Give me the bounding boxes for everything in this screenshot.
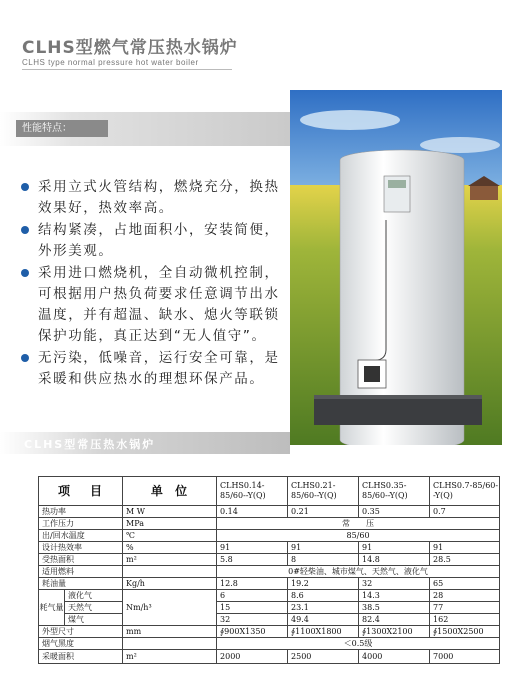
row-unit: m²: [123, 650, 217, 664]
boiler-photo: [290, 90, 502, 445]
cell: 28.5: [430, 554, 500, 566]
feature-item: [20, 348, 288, 390]
cell: 14.8: [359, 554, 430, 566]
cell: ∮1300X2100: [359, 626, 430, 638]
cell: 12.8: [217, 578, 288, 590]
row-label: 煤气: [65, 614, 123, 626]
header-model: CLHS0.21-85/60--Y(Q): [288, 477, 359, 506]
row-label: 天然气: [65, 602, 123, 614]
bullet-dot-icon: [21, 354, 29, 362]
table-header-row: [39, 477, 500, 506]
bullet-dot-icon: [21, 183, 29, 191]
cell: 82.4: [359, 614, 430, 626]
row-unit: MPa: [123, 518, 217, 530]
row-unit: [123, 566, 217, 578]
boiler-photo-image: [290, 90, 502, 445]
table-row: [39, 626, 500, 638]
table-row: [39, 590, 500, 602]
table-row: [39, 554, 500, 566]
feature-text: 结构紧凑，占地面积小，安装简便，外形美观。: [38, 222, 280, 259]
row-unit: M W: [123, 506, 217, 518]
page-subtitle: CLHS type normal pressure hot water boiler: [22, 58, 199, 67]
span-cell: ＜0.5级: [217, 638, 500, 650]
row-label: 外型尺寸: [39, 626, 123, 638]
cell: 91: [359, 542, 430, 554]
row-label: 耗油量: [39, 578, 123, 590]
subtitle-rule: [22, 69, 232, 70]
table-row: [39, 506, 500, 518]
table-row: [39, 614, 500, 626]
cell: 2000: [217, 650, 288, 664]
cell: 49.4: [288, 614, 359, 626]
bullet-dot-icon: [21, 269, 29, 277]
cell: 8.6: [288, 590, 359, 602]
cell: ∮1100X1800: [288, 626, 359, 638]
cell: 19.2: [288, 578, 359, 590]
header-model: CLHS0.14-85/60--Y(Q): [217, 477, 288, 506]
row-unit: [123, 638, 217, 650]
cell: 15: [217, 602, 288, 614]
header-unit: 单 位: [123, 477, 217, 506]
table-row: [39, 638, 500, 650]
span-cell: 常 压: [217, 518, 500, 530]
feature-item: [20, 263, 288, 347]
table-row: [39, 566, 500, 578]
cell: 5.8: [217, 554, 288, 566]
span-cell: 85/60: [217, 530, 500, 542]
cell: 32: [217, 614, 288, 626]
row-label: 受热面积: [39, 554, 123, 566]
cell: 8: [288, 554, 359, 566]
spec-table: [38, 476, 500, 664]
feature-item: [20, 177, 288, 219]
row-unit: Nm/h³: [123, 590, 217, 626]
cell: 91: [217, 542, 288, 554]
row-unit: m²: [123, 554, 217, 566]
row-unit: ℃: [123, 530, 217, 542]
table-row: [39, 578, 500, 590]
cell: 77: [430, 602, 500, 614]
row-label: 出/回水温度: [39, 530, 123, 542]
row-unit: %: [123, 542, 217, 554]
cell: 23.1: [288, 602, 359, 614]
table-row: [39, 518, 500, 530]
cell: 28: [430, 590, 500, 602]
cell: 14.3: [359, 590, 430, 602]
feature-item: [20, 220, 288, 262]
cell: 0.21: [288, 506, 359, 518]
cell: 91: [288, 542, 359, 554]
table-row: [39, 650, 500, 664]
table-row: [39, 602, 500, 614]
features-label: 性能特点：: [16, 120, 108, 137]
table-label: CLHS型常压热水锅炉: [24, 438, 156, 451]
row-label: 工作压力: [39, 518, 123, 530]
header-item: 项 目: [39, 477, 123, 506]
feature-text: 采用进口燃烧机，全自动微机控制，可根据用户热负荷要求任意调节出水温度，并有超温、缺水、熄火等联锁保护功能，真正达到“无人值守”。: [38, 265, 280, 344]
page-title: CLHS型燃气常压热水锅炉: [22, 38, 238, 58]
cell: 7000: [430, 650, 500, 664]
feature-text: 采用立式火管结构，燃烧充分，换热效果好，热效率高。: [38, 179, 280, 216]
cell: ∮1500X2500: [430, 626, 500, 638]
row-label: 烟气黑度: [39, 638, 123, 650]
header-model: CLHS0.35-85/60--Y(Q): [359, 477, 430, 506]
header-model: CLHS0.7-85/60--Y(Q): [430, 477, 500, 506]
cell: 38.5: [359, 602, 430, 614]
row-label: 设计热效率: [39, 542, 123, 554]
features-band: [0, 112, 290, 146]
row-label: 热功率: [39, 506, 123, 518]
cell: 162: [430, 614, 500, 626]
feature-list: [20, 177, 288, 391]
cell: 32: [359, 578, 430, 590]
cell: 6: [217, 590, 288, 602]
cell: 4000: [359, 650, 430, 664]
cell: 91: [430, 542, 500, 554]
cell: ∮900X1350: [217, 626, 288, 638]
table-row: [39, 530, 500, 542]
span-cell: 0#轻柴油、城市煤气、天然气、液化气: [217, 566, 500, 578]
cell: 65: [430, 578, 500, 590]
row-unit: Kg/h: [123, 578, 217, 590]
table-band: [0, 432, 290, 454]
feature-text: 无污染，低噪音，运行安全可靠，是采暖和供应热水的理想环保产品。: [38, 350, 280, 387]
row-label: 液化气: [65, 590, 123, 602]
cell: 0.35: [359, 506, 430, 518]
bullet-dot-icon: [21, 226, 29, 234]
cell: 2500: [288, 650, 359, 664]
row-label: 采暖面积: [39, 650, 123, 664]
gas-group-label: 耗气量: [39, 590, 65, 626]
row-unit: mm: [123, 626, 217, 638]
cell: 0.7: [430, 506, 500, 518]
row-label: 适用燃料: [39, 566, 123, 578]
cell: 0.14: [217, 506, 288, 518]
table-row: [39, 542, 500, 554]
